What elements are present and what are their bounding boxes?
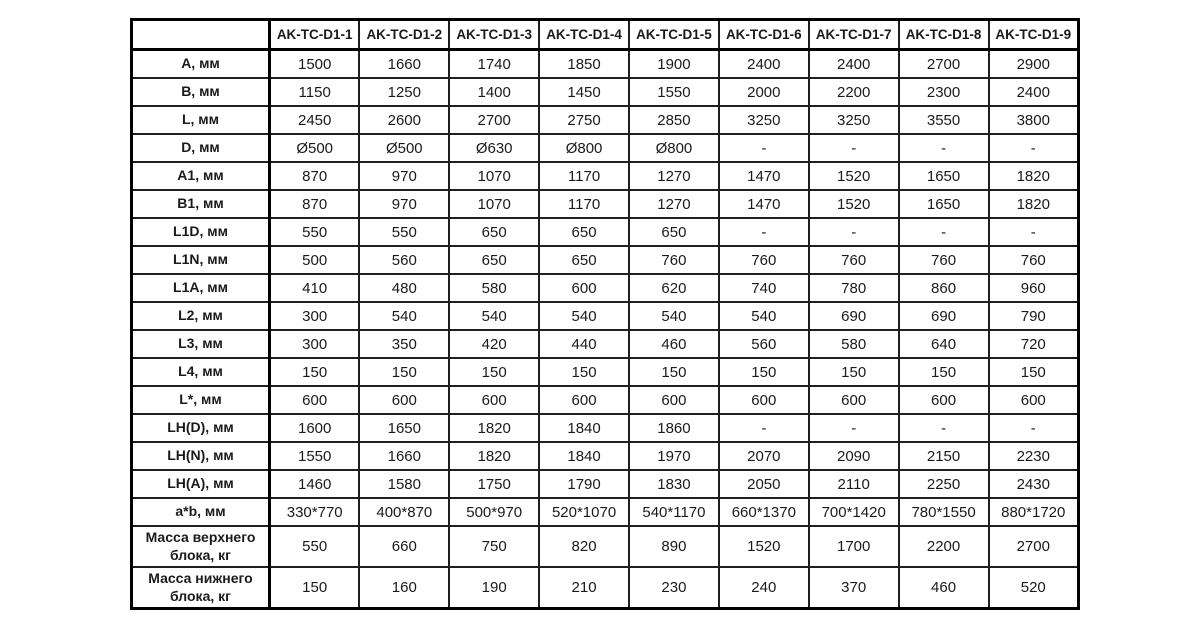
cell: 1700 <box>809 526 899 567</box>
cell: 960 <box>989 274 1079 302</box>
row-label: L2, мм <box>132 302 270 330</box>
cell: 2450 <box>270 106 360 134</box>
cell: 2700 <box>899 50 989 79</box>
cell: 700*1420 <box>809 498 899 526</box>
cell: 1650 <box>359 414 449 442</box>
cell: 1820 <box>989 162 1079 190</box>
cell: 150 <box>899 358 989 386</box>
row-label: LH(N), мм <box>132 442 270 470</box>
cell: 1170 <box>539 190 629 218</box>
cell: 400*870 <box>359 498 449 526</box>
row-label: a*b, мм <box>132 498 270 526</box>
cell: 820 <box>539 526 629 567</box>
cell: - <box>989 218 1079 246</box>
cell: 970 <box>359 190 449 218</box>
cell: 410 <box>270 274 360 302</box>
cell: 560 <box>719 330 809 358</box>
table-row <box>132 246 1079 274</box>
cell: 1600 <box>270 414 360 442</box>
cell: 330*770 <box>270 498 360 526</box>
cell: 600 <box>629 386 719 414</box>
table-row <box>132 414 1079 442</box>
table-header <box>132 20 1079 50</box>
cell: 2150 <box>899 442 989 470</box>
cell: 600 <box>989 386 1079 414</box>
cell: 1740 <box>449 50 539 79</box>
cell: 870 <box>270 190 360 218</box>
cell: 540 <box>629 302 719 330</box>
cell: 1270 <box>629 162 719 190</box>
cell: 1820 <box>449 442 539 470</box>
cell: 150 <box>809 358 899 386</box>
cell: 2400 <box>809 50 899 79</box>
table-row <box>132 498 1079 526</box>
cell: 1860 <box>629 414 719 442</box>
column-header-7: AK-TC-D1-7 <box>809 20 899 50</box>
cell: 600 <box>449 386 539 414</box>
cell: 780 <box>809 274 899 302</box>
cell: 2070 <box>719 442 809 470</box>
row-label: B1, мм <box>132 190 270 218</box>
cell: - <box>719 414 809 442</box>
row-label: L, мм <box>132 106 270 134</box>
cell: 3250 <box>809 106 899 134</box>
cell: 500*970 <box>449 498 539 526</box>
row-label: LH(D), мм <box>132 414 270 442</box>
cell: 210 <box>539 567 629 609</box>
cell: 440 <box>539 330 629 358</box>
cell: Ø800 <box>629 134 719 162</box>
cell: 720 <box>989 330 1079 358</box>
cell: 3550 <box>899 106 989 134</box>
cell: - <box>989 134 1079 162</box>
cell: 650 <box>449 218 539 246</box>
cell: 520 <box>989 567 1079 609</box>
corner-cell <box>132 20 270 50</box>
cell: 300 <box>270 302 360 330</box>
cell: 1400 <box>449 78 539 106</box>
row-label: L*, мм <box>132 386 270 414</box>
cell: 650 <box>449 246 539 274</box>
cell: 1460 <box>270 470 360 498</box>
table-row <box>132 386 1079 414</box>
cell: 600 <box>539 274 629 302</box>
cell: 650 <box>629 218 719 246</box>
cell: 1150 <box>270 78 360 106</box>
cell: 750 <box>449 526 539 567</box>
cell: 540 <box>449 302 539 330</box>
cell: - <box>809 218 899 246</box>
column-header-9: AK-TC-D1-9 <box>989 20 1079 50</box>
cell: 1070 <box>449 162 539 190</box>
cell: 650 <box>539 218 629 246</box>
cell: 790 <box>989 302 1079 330</box>
cell: 2050 <box>719 470 809 498</box>
table-row <box>132 567 1079 609</box>
cell: 600 <box>359 386 449 414</box>
cell: 890 <box>629 526 719 567</box>
cell: 2200 <box>809 78 899 106</box>
cell: 1750 <box>449 470 539 498</box>
table-row <box>132 526 1079 567</box>
cell: - <box>899 218 989 246</box>
column-header-2: AK-TC-D1-2 <box>359 20 449 50</box>
cell: 600 <box>809 386 899 414</box>
cell: 520*1070 <box>539 498 629 526</box>
cell: - <box>809 134 899 162</box>
spec-table <box>130 18 1080 610</box>
header-row <box>132 20 1079 50</box>
cell: 370 <box>809 567 899 609</box>
cell: 760 <box>899 246 989 274</box>
cell: 150 <box>629 358 719 386</box>
cell: 660*1370 <box>719 498 809 526</box>
cell: 1840 <box>539 442 629 470</box>
cell: 1660 <box>359 442 449 470</box>
cell: 690 <box>809 302 899 330</box>
cell: 150 <box>719 358 809 386</box>
row-label: LH(A), мм <box>132 470 270 498</box>
cell: 150 <box>539 358 629 386</box>
table-row <box>132 358 1079 386</box>
table-row <box>132 330 1079 358</box>
column-header-6: AK-TC-D1-6 <box>719 20 809 50</box>
cell: 150 <box>270 567 360 609</box>
cell: Ø500 <box>270 134 360 162</box>
cell: 3250 <box>719 106 809 134</box>
cell: 580 <box>809 330 899 358</box>
cell: 1520 <box>809 190 899 218</box>
column-header-1: AK-TC-D1-1 <box>270 20 360 50</box>
cell: 150 <box>270 358 360 386</box>
cell: - <box>899 134 989 162</box>
cell: 2750 <box>539 106 629 134</box>
cell: 460 <box>629 330 719 358</box>
table-row <box>132 106 1079 134</box>
cell: 1580 <box>359 470 449 498</box>
cell: 1270 <box>629 190 719 218</box>
cell: 1840 <box>539 414 629 442</box>
cell: - <box>719 218 809 246</box>
cell: 760 <box>629 246 719 274</box>
cell: 1660 <box>359 50 449 79</box>
cell: 240 <box>719 567 809 609</box>
cell: 2230 <box>989 442 1079 470</box>
table-row <box>132 78 1079 106</box>
cell: 690 <box>899 302 989 330</box>
table-row <box>132 134 1079 162</box>
column-header-8: AK-TC-D1-8 <box>899 20 989 50</box>
cell: 150 <box>989 358 1079 386</box>
table-row <box>132 274 1079 302</box>
cell: 1450 <box>539 78 629 106</box>
cell: 2400 <box>989 78 1079 106</box>
cell: - <box>809 414 899 442</box>
cell: 760 <box>719 246 809 274</box>
cell: 1900 <box>629 50 719 79</box>
cell: 190 <box>449 567 539 609</box>
cell: 1820 <box>449 414 539 442</box>
cell: 1850 <box>539 50 629 79</box>
cell: 1830 <box>629 470 719 498</box>
cell: 880*1720 <box>989 498 1079 526</box>
cell: 620 <box>629 274 719 302</box>
column-header-4: AK-TC-D1-4 <box>539 20 629 50</box>
cell: 1520 <box>719 526 809 567</box>
cell: 2200 <box>899 526 989 567</box>
cell: 1170 <box>539 162 629 190</box>
row-label: L3, мм <box>132 330 270 358</box>
cell: Ø500 <box>359 134 449 162</box>
cell: 540*1170 <box>629 498 719 526</box>
cell: 2000 <box>719 78 809 106</box>
cell: 1520 <box>809 162 899 190</box>
table-row <box>132 162 1079 190</box>
cell: 2600 <box>359 106 449 134</box>
cell: 650 <box>539 246 629 274</box>
cell: 660 <box>359 526 449 567</box>
cell: 580 <box>449 274 539 302</box>
row-label: A1, мм <box>132 162 270 190</box>
cell: 1790 <box>539 470 629 498</box>
table-row <box>132 50 1079 79</box>
cell: 150 <box>449 358 539 386</box>
cell: 150 <box>359 358 449 386</box>
cell: 1070 <box>449 190 539 218</box>
table-body <box>132 50 1079 609</box>
table-row <box>132 218 1079 246</box>
row-label: L1N, мм <box>132 246 270 274</box>
table-row <box>132 470 1079 498</box>
cell: 600 <box>899 386 989 414</box>
cell: 160 <box>359 567 449 609</box>
cell: - <box>719 134 809 162</box>
cell: 1550 <box>629 78 719 106</box>
cell: 1650 <box>899 190 989 218</box>
table-row <box>132 190 1079 218</box>
cell: 2700 <box>989 526 1079 567</box>
row-label: A, мм <box>132 50 270 79</box>
row-label: B, мм <box>132 78 270 106</box>
cell: 350 <box>359 330 449 358</box>
cell: 1970 <box>629 442 719 470</box>
cell: 600 <box>270 386 360 414</box>
cell: 540 <box>539 302 629 330</box>
cell: - <box>899 414 989 442</box>
cell: 550 <box>270 526 360 567</box>
cell: 560 <box>359 246 449 274</box>
cell: Ø630 <box>449 134 539 162</box>
cell: 500 <box>270 246 360 274</box>
cell: 550 <box>270 218 360 246</box>
cell: 2300 <box>899 78 989 106</box>
cell: 540 <box>719 302 809 330</box>
row-label: L1D, мм <box>132 218 270 246</box>
row-label: D, мм <box>132 134 270 162</box>
cell: 2090 <box>809 442 899 470</box>
cell: 600 <box>539 386 629 414</box>
column-header-5: AK-TC-D1-5 <box>629 20 719 50</box>
row-label: Масса верхнего блока, кг <box>132 526 270 567</box>
row-label: Масса нижнего блока, кг <box>132 567 270 609</box>
cell: 870 <box>270 162 360 190</box>
cell: 3800 <box>989 106 1079 134</box>
cell: 760 <box>809 246 899 274</box>
cell: 740 <box>719 274 809 302</box>
cell: 860 <box>899 274 989 302</box>
cell: 480 <box>359 274 449 302</box>
cell: 1500 <box>270 50 360 79</box>
cell: 550 <box>359 218 449 246</box>
cell: - <box>989 414 1079 442</box>
cell: 2700 <box>449 106 539 134</box>
cell: 780*1550 <box>899 498 989 526</box>
cell: 540 <box>359 302 449 330</box>
cell: 760 <box>989 246 1079 274</box>
cell: 1470 <box>719 190 809 218</box>
cell: 1250 <box>359 78 449 106</box>
cell: 600 <box>719 386 809 414</box>
cell: 420 <box>449 330 539 358</box>
cell: 2250 <box>899 470 989 498</box>
cell: 1550 <box>270 442 360 470</box>
cell: Ø800 <box>539 134 629 162</box>
table-row <box>132 302 1079 330</box>
row-label: L1A, мм <box>132 274 270 302</box>
cell: 970 <box>359 162 449 190</box>
cell: 230 <box>629 567 719 609</box>
cell: 2110 <box>809 470 899 498</box>
cell: 1820 <box>989 190 1079 218</box>
cell: 460 <box>899 567 989 609</box>
cell: 640 <box>899 330 989 358</box>
cell: 2430 <box>989 470 1079 498</box>
cell: 1650 <box>899 162 989 190</box>
cell: 2400 <box>719 50 809 79</box>
cell: 2900 <box>989 50 1079 79</box>
cell: 2850 <box>629 106 719 134</box>
cell: 300 <box>270 330 360 358</box>
row-label: L4, мм <box>132 358 270 386</box>
table-row <box>132 442 1079 470</box>
column-header-3: AK-TC-D1-3 <box>449 20 539 50</box>
cell: 1470 <box>719 162 809 190</box>
